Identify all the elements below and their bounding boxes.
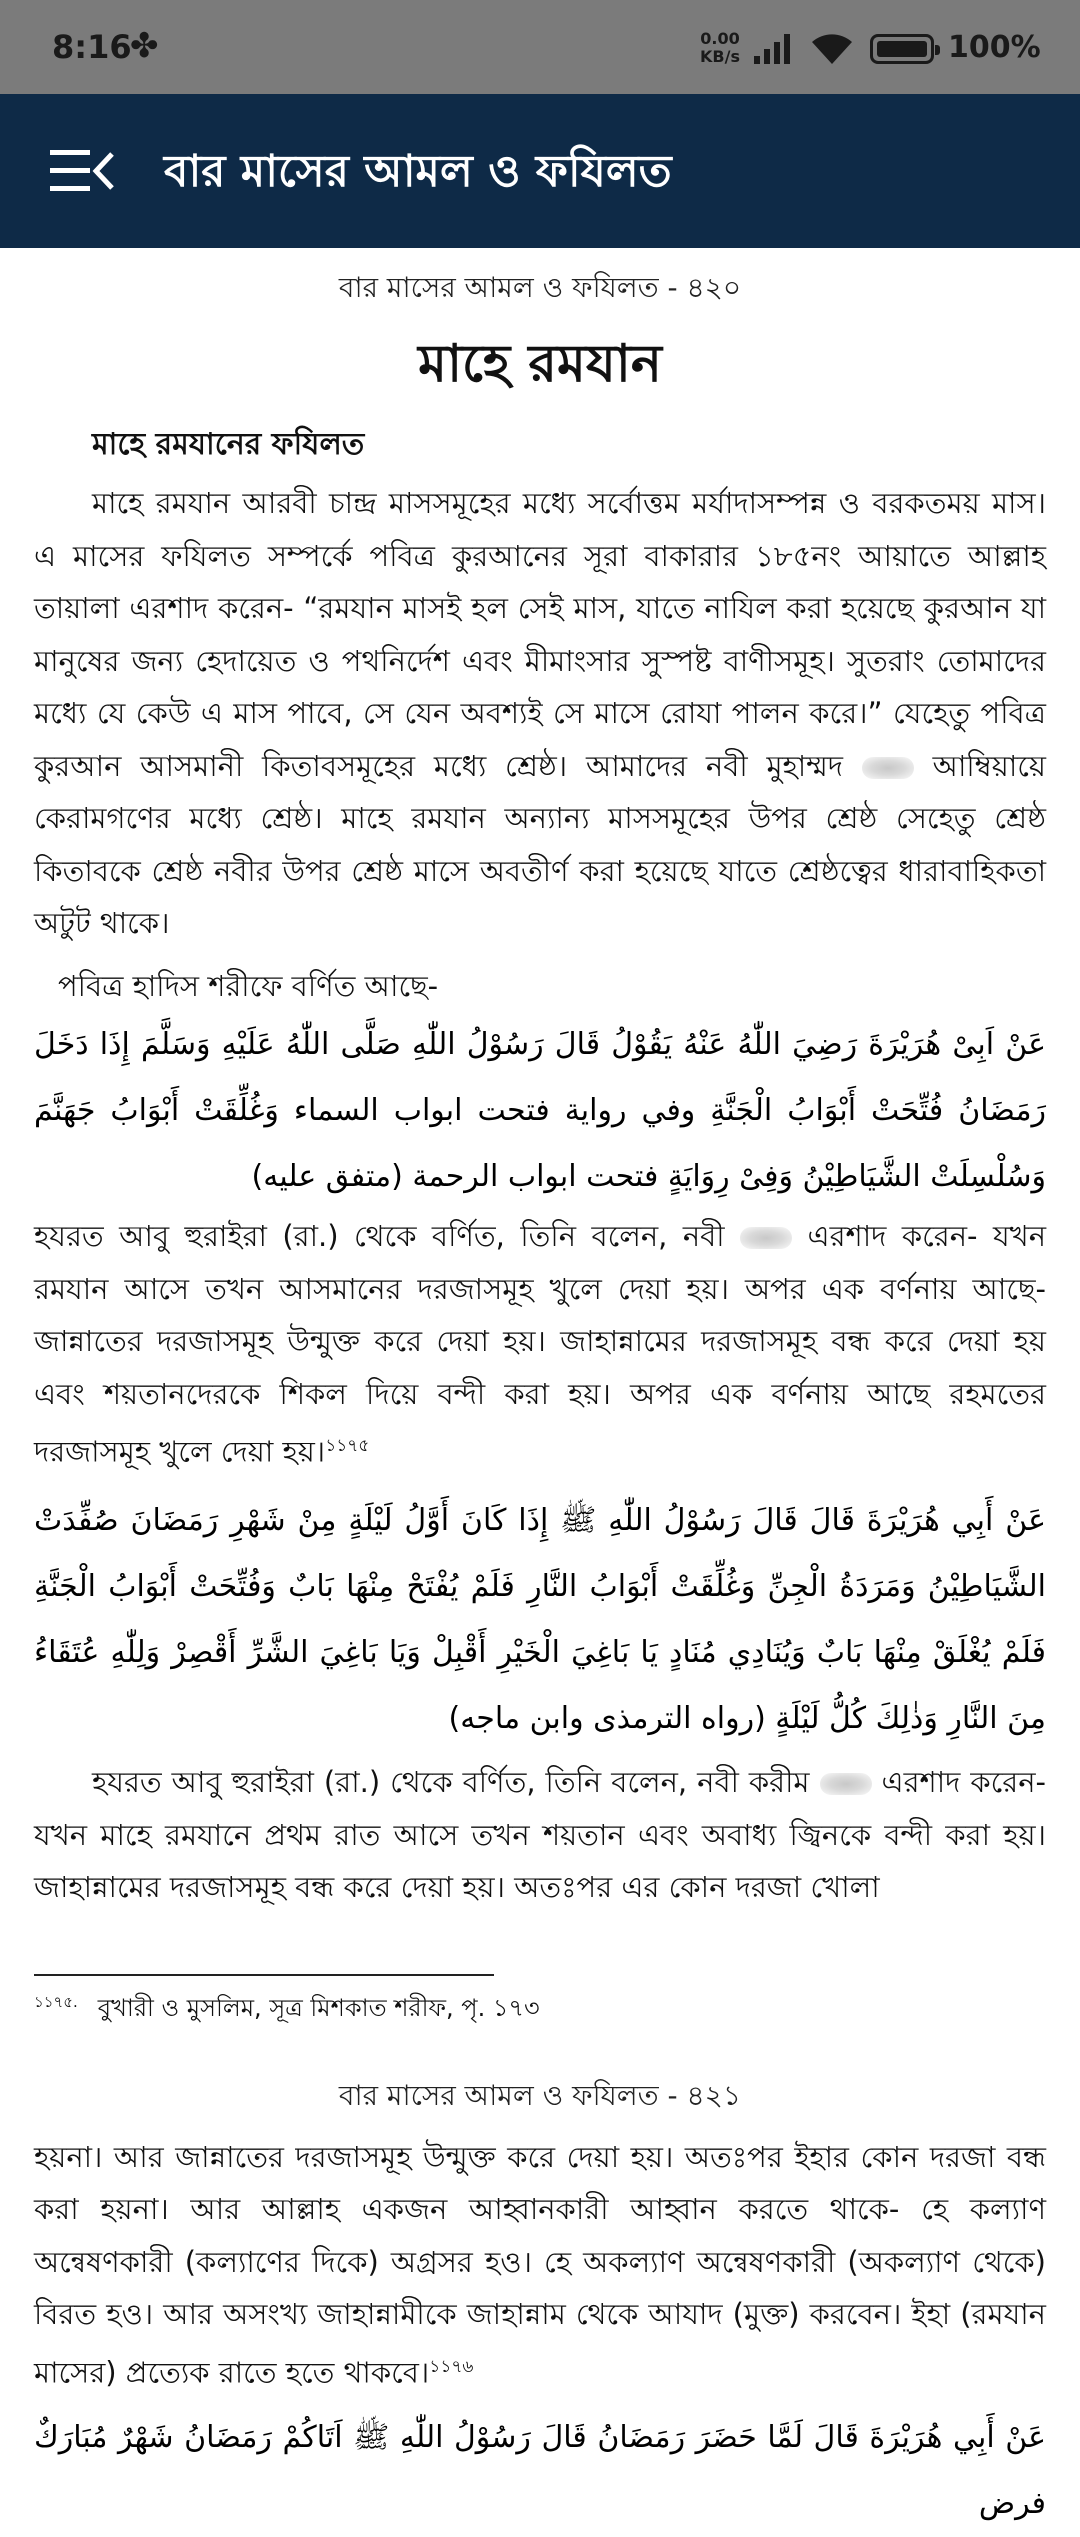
network-speed-unit: KB/s bbox=[700, 47, 740, 66]
section-title: মাহে রমযানের ফযিলত bbox=[92, 427, 365, 462]
footnote-ref[interactable]: ১১৭৬ bbox=[429, 2356, 474, 2377]
chapter-title: মাহে রমযান bbox=[418, 334, 662, 394]
paragraph bbox=[34, 1210, 1046, 1478]
arabic-hadith: عَنْ أَبِي هُرَيْرَةَ قَالَ قَالَ رَسُوْلُ اللّٰهِ ﷺ إِذَا كَانَ أَوَّلُ لَيْلَةٍ مِنْ شَهْرِ رَمَضَانَ صُفِّدَتْ الشَّيَاطِيْنُ وَمَرَدَةُ الْجِنِّ وَغُلِّقَتْ أَبْوَابُ النَّارِ فَلَمْ يُفْتَحْ مِنْهَا بَابٌ وَفُتِّحَتْ أَبْوَابُ الْجَنَّةِ فَلَمْ يُغْلَقْ مِنْهَا بَابٌ وَيُنَادِي مُنَادٍ يَا بَاغِيَ الْخَيْرِ أَقْبِلْ وَيَا بَاغِيَ الشَّرِّ أَقْصِرْ وَلِلّٰهِ عُتَقَاءُ مِنَ النَّارِ وَذٰلِكَ كُلُّ لَيْلَةٍ (رواه الترمذى وابن ماجه) bbox=[34, 1503, 1046, 1737]
battery-percent: 100% bbox=[948, 30, 1041, 65]
salutation-glyph-icon bbox=[740, 1227, 792, 1249]
footnote-ref[interactable]: ১১৭৫ bbox=[325, 1436, 370, 1456]
salutation-glyph-icon bbox=[820, 1773, 872, 1795]
clock: 8:16 bbox=[52, 28, 132, 66]
battery-icon bbox=[870, 34, 934, 64]
menu-collapse-icon[interactable] bbox=[48, 146, 118, 196]
running-head: বার মাসের আমল ও ফযিলত - ৪২১ bbox=[338, 2078, 742, 2112]
footnote-text: বুখারী ও মুসলিম, সূত্র মিশকাত শরীফ, পৃ. ১৭৩ bbox=[97, 1993, 540, 2022]
paragraph-text: হয়না। আর জান্নাতের দরজাসমূহ উন্মুক্ত করে দেয়া হয়। অতঃপর ইহার কোন দরজা বন্ধ করা হয়না। আর আল্লাহ একজন আহ্বানকারী আহ্বান করতে থাকে- হে কল্যাণ অন্বেষণকারী (কল্যাণের দিকে) অগ্রসর হও। হে অকল্যাণ অন্বেষণকারী (অকল্যাণ থেকে) বিরত হও। আর অসংখ্য জাহান্নামীকে জাহান্নাম থেকে আযাদ (মুক্ত) করবেন। ইহা (রমযান মাসের) প্রত্যেক রাতে হতে থাকবে। bbox=[34, 2139, 1046, 2390]
paragraph bbox=[34, 1756, 1046, 1914]
paragraph-text: মাহে রমযান আরবী চান্দ্র মাসসমূহের মধ্যে সর্বোত্তম মর্যাদাসম্পন্ন ও বরকতময় মাস। এ মাসের ফযিলত সম্পর্কে পবিত্র কুরআনের সূরা বাকারার ১৮৫নং আয়াতে আল্লাহ তায়ালা এরশাদ করেন- “রমযান মাসই হল সেই মাস, যাতে নাযিল করা হয়েছে কুরআন যা মানুষের জন্য হেদায়েত ও পথনির্দেশ এবং মীমাংসার সুস্পষ্ট বাণীসমূহ। সুতরাং তোমাদের মধ্যে যে কেউ এ মাস পাবে, সে যেন অবশ্যই সে মাসে রোযা পালন করে।” যেহেতু পবিত্র কুরআন আসমানী কিতাবসমূহের মধ্যে শ্রেষ্ঠ। আমাদের নবী মুহাম্মদ bbox=[34, 486, 1046, 783]
reader-content[interactable] bbox=[0, 248, 1080, 2521]
app-bar bbox=[0, 94, 1080, 248]
footnote-number: ১১৭৫. bbox=[34, 1992, 78, 2011]
paragraph bbox=[34, 2131, 1046, 2399]
paragraph bbox=[34, 477, 1046, 950]
signal-icon bbox=[752, 30, 796, 66]
paragraph-text: পবিত্র হাদিস শরীফে বর্ণিত আছে- bbox=[58, 968, 439, 1003]
salutation-glyph-icon bbox=[862, 757, 914, 779]
running-head: বার মাসের আমল ও ফযিলত - ৪২০ bbox=[338, 271, 742, 304]
paragraph-text: এরশাদ করেন- যখন মাহে রমযানে প্রথম রাত আসে তখন শয়তান এবং অবাধ্য জ্বিনকে বন্দী করা হয়। জাহান্নামের দরজাসমূহ বন্ধ করে দেয়া হয়। অতঃপর এর কোন দরজা খোলা bbox=[34, 1765, 1047, 1905]
pinwheel-icon: ✤ bbox=[130, 26, 159, 66]
arabic-hadith: عَنْ أَبِي هُرَيْرَةَ قَالَ لَمَّا حَضَرَ رَمَضَانُ قَالَ رَسُوْلُ اللّٰهِ ﷺ اَتَاكُمْ رَمَضَانُ شَهْرٌ مُبَارَكٌ فرض bbox=[34, 2419, 1046, 2521]
network-speed bbox=[700, 30, 740, 66]
footnote-divider bbox=[34, 1974, 494, 1976]
paragraph-text: হযরত আবু হুরাইরা (রা.) থেকে বর্ণিত, তিনি বলেন, নবী করীম bbox=[92, 1765, 810, 1800]
status-bar bbox=[0, 0, 1080, 94]
footnote bbox=[34, 1990, 1080, 2030]
network-speed-value: 0.00 bbox=[700, 29, 740, 48]
wifi-icon bbox=[808, 28, 856, 68]
app-title: বার মাসের আমল ও ফযিলত bbox=[164, 146, 672, 197]
paragraph-text: আম্বিয়ায়ে কেরামগণের মধ্যে শ্রেষ্ঠ। মাহে রমযান অন্যান্য মাসসমূহের উপর শ্রেষ্ঠ সেহেতু শ্রেষ্ঠ কিতাবকে শ্রেষ্ঠ নবীর উপর শ্রেষ্ঠ মাসে অবতীর্ণ করা হয়েছে যাতে শ্রেষ্ঠত্বের ধারাবাহিকতা অটুট থাকে। bbox=[34, 748, 1047, 940]
paragraph bbox=[0, 960, 1080, 1013]
arabic-hadith: عَنْ اَبِىْ هُرَيْرَةَ رَضِيَ اللّٰهُ عَنْهُ يَقُوْلُ قَالَ رَسُوْلُ اللّٰهِ صَلَّى اللّٰهُ عَلَيْهِ وَسَلَّمَ إِذَا دَخَلَ رَمَضَانُ فُتِّحَتْ أَبْوَابُ الْجَنَّةِ وفي رواية فتحت ابواب السماء وَغُلِّقَتْ أَبْوَابُ جَهَنَّمَ وَسُلْسِلَتْ الشَّيَاطِيْنُ وَفِىْ رِوَايَةٍ فتحت ابواب الرحمة (متفق عليه) bbox=[34, 1027, 1046, 1194]
paragraph-text: হযরত আবু হুরাইরা (রা.) থেকে বর্ণিত, তিনি বলেন, নবী bbox=[34, 1219, 725, 1253]
paragraph-text: এরশাদ করেন- যখন রমযান আসে তখন আসমানের দরজাসমূহ খুলে দেয়া হয়। অপর এক বর্ণনায় আছে- জান্নাতের দরজাসমূহ উন্মুক্ত করে দেয়া হয়। জাহান্নামের দরজাসমূহ বন্ধ করে দেয়া হয় এবং শয়তানদেরকে শিকল দিয়ে বন্দী করা হয়। অপর এক বর্ণনায় আছে রহমতের দরজাসমূহ খুলে দেয়া হয়। bbox=[34, 1219, 1047, 1469]
